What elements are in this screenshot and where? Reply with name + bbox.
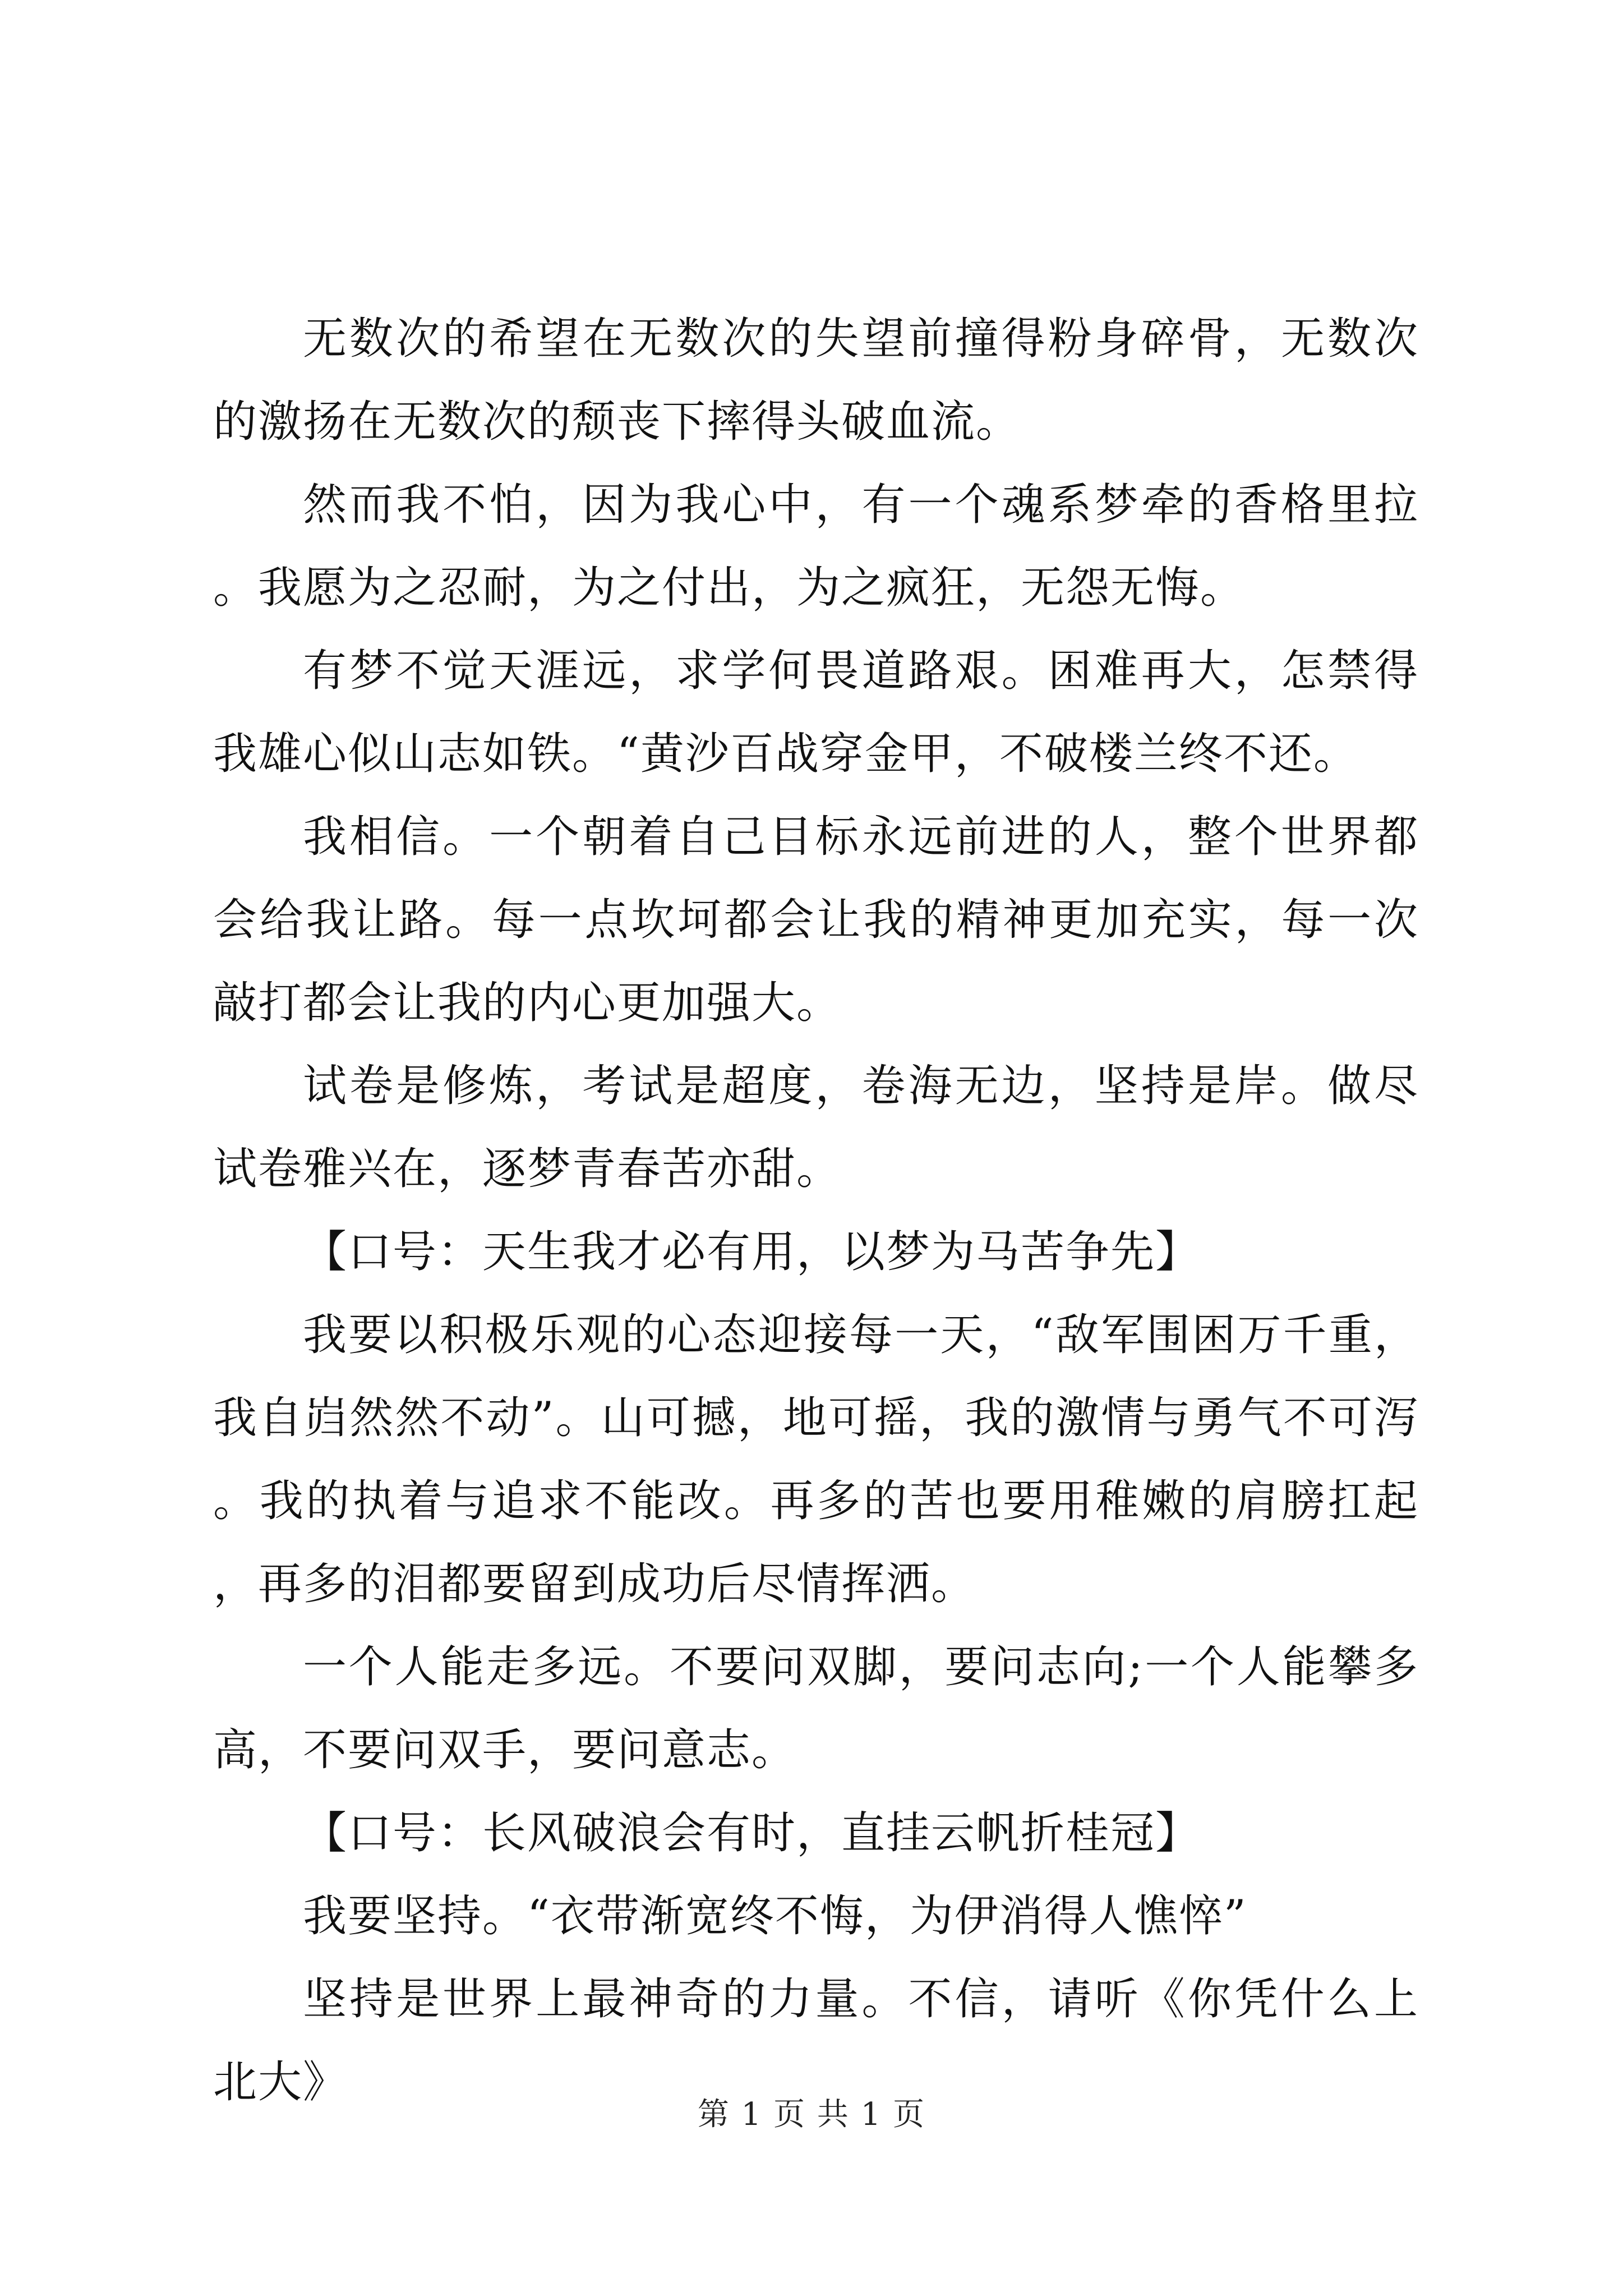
paragraph-7: 一个人能走多远。不要问双脚，要问志向;一个人能攀多高，不要问双手，要问意志。 — [213, 1642, 1419, 1775]
paragraph-3: 有梦不觉天涯远，求学何畏道路艰。困难再大，怎禁得我雄心似山志如铁。“黄沙百战穿金甲，不破楼兰终不还。 — [213, 646, 1419, 779]
paragraph-2: 然而我不怕，因为我心中，有一个魂系梦牵的香格里拉。我愿为之忍耐，为之付出，为之疯狂，无怨无悔。 — [213, 480, 1419, 613]
paragraph-1: 无数次的希望在无数次的失望前撞得粉身碎骨，无数次的激扬在无数次的颓丧下摔得头破血流。 — [213, 314, 1419, 447]
paragraph-6: 我要以积极乐观的心态迎接每一天，“敌军围困万千重，我自岿然然不动”。山可撼，地可摇，我的激情与勇气不可泻。我的执着与追求不能改。再多的苦也要用稚嫩的肩膀扛起，再多的泪都要留到成功后尽情挥洒。 — [213, 1310, 1419, 1609]
paragraph-9: 坚持是世界上最神奇的力量。不信，请听《你凭什么上北大》 — [213, 1974, 1419, 2108]
slogan-2: 【口号：长风破浪会有时，直挂云帆折桂冠】 — [303, 1808, 1201, 1858]
paragraph-5: 试卷是修炼，考试是超度，卷海无边，坚持是岸。做尽试卷雅兴在，逐梦青春苦亦甜。 — [213, 1061, 1419, 1194]
paragraph-8: 我要坚持。“衣带渐宽终不悔，为伊消得人憔悴” — [303, 1891, 1247, 1941]
document-body — [213, 297, 1419, 2124]
paragraph-4: 我相信。一个朝着自己目标永远前进的人，整个世界都会给我让路。每一点坎坷都会让我的精神更加充实，每一次敲打都会让我的内心更加强大。 — [213, 812, 1419, 1028]
page-footer: 第 1 页 共 1 页 — [697, 2096, 926, 2133]
slogan-1: 【口号：天生我才必有用，以梦为马苦争先】 — [303, 1227, 1201, 1277]
